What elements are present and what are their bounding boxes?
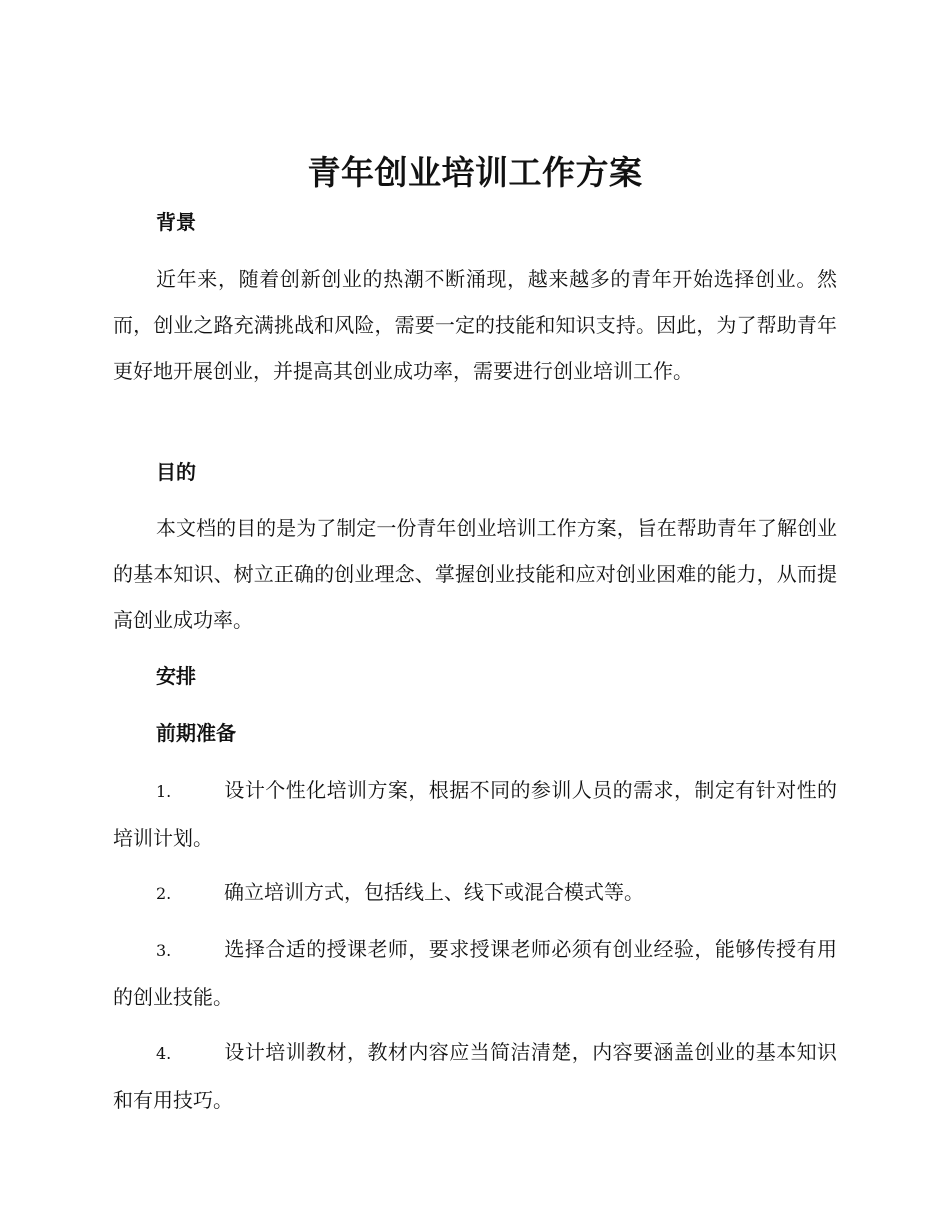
list-item-number: 3. — [156, 941, 172, 960]
list-item-number: 4. — [156, 1044, 172, 1063]
preparation-subheading: 前期准备 — [156, 721, 236, 745]
list-item — [113, 926, 837, 1020]
background-paragraph: 近年来，随着创新创业的热潮不断涌现，越来越多的青年开始选择创业。然而，创业之路充满挑战和风险，需要一定的技能和知识支持。因此，为了帮助青年更好地开展创业，并提高其创业成功率，需要进行创业培训工作。 — [113, 267, 837, 383]
purpose-heading: 目的 — [156, 460, 196, 484]
list-item-text: 设计培训教材，教材内容应当简洁清楚，内容要涵盖创业的基本知识和有用技巧。 — [113, 1040, 837, 1112]
list-item-number: 1. — [156, 782, 172, 801]
arrangement-heading: 安排 — [156, 664, 196, 688]
list-item-number: 2. — [156, 884, 172, 903]
list-item-text: 选择合适的授课老师，要求授课老师必须有创业经验，能够传授有用的创业技能。 — [113, 937, 837, 1009]
list-item-text: 确立培训方式，包括线上、线下或混合模式等。 — [224, 880, 644, 904]
purpose-paragraph: 本文档的目的是为了制定一份青年创业培训工作方案，旨在帮助青年了解创业的基本知识、树立正确的创业理念、掌握创业技能和应对创业困难的能力，从而提高创业成功率。 — [113, 516, 837, 632]
list-item — [113, 1029, 837, 1123]
list-item — [113, 767, 837, 861]
document-title: 青年创业培训工作方案 — [307, 153, 643, 192]
list-item-text: 设计个性化培训方案，根据不同的参训人员的需求，制定有针对性的培训计划。 — [113, 778, 837, 850]
list-item — [113, 869, 837, 917]
background-heading: 背景 — [156, 210, 196, 234]
